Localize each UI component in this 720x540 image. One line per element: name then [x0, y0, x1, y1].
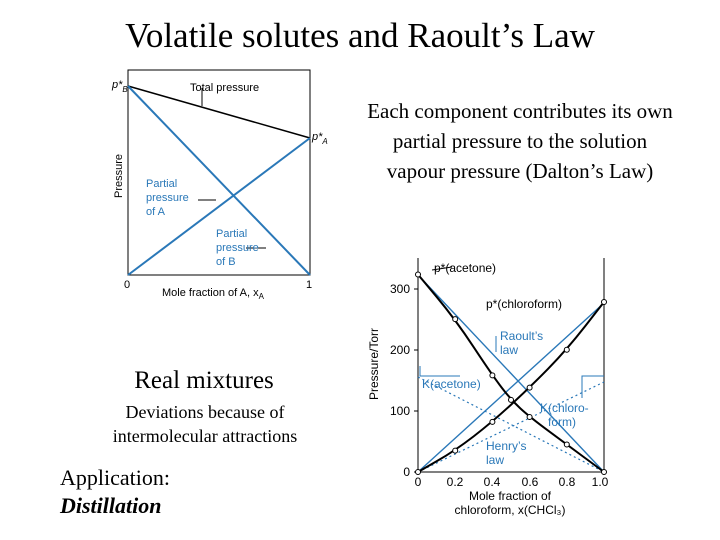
henry-law-label: Henry’s law	[486, 439, 527, 467]
henry-acetone-line	[418, 377, 604, 472]
data-point-1-5	[602, 300, 607, 305]
xtick-label-0-2: 0.2	[446, 475, 464, 489]
xtick-label-0-4: 0.4	[483, 475, 501, 489]
ideal-xtick-0: 0	[124, 279, 131, 291]
data-point-1-2	[490, 419, 495, 424]
data-point-0-4	[527, 414, 532, 419]
data-point-0-6	[602, 470, 607, 475]
data-point-0-1	[453, 317, 458, 322]
partial-pressure-a-label: Partial pressure of A	[146, 178, 189, 218]
data-point-0-3	[509, 397, 514, 402]
xtick-label-1-0: 1.0	[591, 475, 609, 489]
pa-star-label: $p*_A$	[312, 131, 328, 146]
data-point-0-5	[564, 442, 569, 447]
k-acetone-bracket	[420, 366, 460, 376]
henry-chloroform-line	[418, 382, 604, 472]
xtick-label-0: 0	[414, 475, 422, 489]
real-mixture-chart	[360, 254, 620, 524]
ideal-ylabel: Pressure	[113, 153, 125, 198]
data-point-0-0	[416, 272, 421, 277]
p-acetone-label: p*(acetone)	[434, 261, 497, 275]
data-point-1-3	[527, 385, 532, 390]
real-mixtures-subtitle: Deviations because of intermolecular attractions	[112, 402, 298, 446]
ideal-raoult-chart	[100, 66, 360, 302]
ytick-label-200: 200	[389, 343, 410, 357]
k-chloroform-bracket	[582, 376, 604, 398]
ytick-label-100: 100	[389, 404, 410, 418]
ytick-label-300: 300	[389, 282, 410, 296]
k-acetone-label: K(acetone)	[422, 377, 481, 391]
xtick-label-0-6: 0.6	[521, 475, 539, 489]
application-label: Application:	[60, 465, 170, 490]
application-item: Distillation	[60, 493, 162, 518]
xtick-label-0-8: 0.8	[558, 475, 576, 489]
pb-star-label: $p*_B$	[112, 79, 128, 94]
ideal-xtick-1: 1	[306, 279, 313, 291]
data-point-1-0	[416, 470, 421, 475]
ytick-label-0: 0	[403, 465, 410, 479]
real-mixtures-title: Real mixtures	[134, 367, 274, 394]
real-ylabel: Pressure/Torr	[367, 327, 381, 400]
data-point-0-2	[490, 373, 495, 378]
raoult-law-label: Raoult’s law	[500, 329, 544, 357]
real-xlabel: Mole fraction of chloroform, x(CHCl₃)	[454, 489, 566, 517]
data-point-1-4	[564, 347, 569, 352]
total-pressure-label: Total pressure	[190, 82, 260, 94]
slide-title: Volatile solutes and Raoult’s Law	[125, 16, 595, 55]
ideal-xlabel: Mole fraction of A, $x_A$	[162, 287, 264, 301]
data-point-1-1	[453, 448, 458, 453]
k-chloroform-label: K(chloro-form)	[540, 401, 589, 429]
p-chloroform-label: p*(chloroform)	[486, 297, 563, 311]
description-text: Each component contributes its own partial pressure to the solution vapour pressure (Dalton’s Law)	[367, 99, 673, 183]
partial-pressure-b-label: Partial pressure of B	[216, 228, 259, 268]
